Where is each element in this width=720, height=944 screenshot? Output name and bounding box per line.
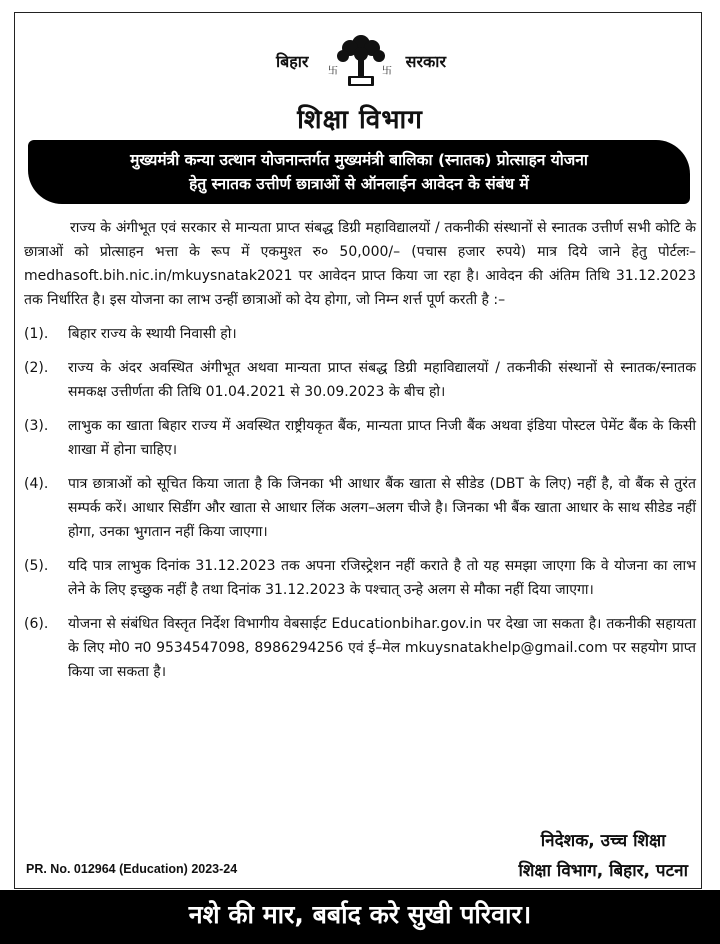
condition-text: लाभुक का खाता बिहार राज्य में अवस्थित राष्ट्रीयकृत बैंक, मान्यता प्राप्त निजी बैंक अथवा इंडिया पोस्टल पेमेंट बैंक के किसी शाखा में होना चाहिए। bbox=[68, 418, 696, 458]
emblem-text-right: सरकार bbox=[405, 52, 446, 71]
condition-number: (1). bbox=[24, 326, 49, 342]
svg-text:卐: 卐 bbox=[328, 66, 338, 77]
banner-line-1: मुख्यमंत्री कन्या उत्थान योजनान्तर्गत मुख्यमंत्री बालिका (स्नातक) प्रोत्साहन योजना bbox=[130, 151, 588, 169]
department-title: शिक्षा विभाग bbox=[297, 105, 423, 135]
condition-item bbox=[24, 472, 696, 544]
condition-number: (6). bbox=[24, 616, 49, 632]
bodhi-tree-icon bbox=[324, 30, 398, 92]
pr-number: PR. No. 012964 (Education) 2023-24 bbox=[26, 862, 238, 876]
condition-text: राज्य के अंदर अवस्थित अंगीभूत अथवा मान्यता प्राप्त संबद्ध डिग्री महाविद्यालयों / तकनीकी संस्थानों से स्नातक/स्नातक समकक्ष उत्तीर्णता की तिथि 01.04.2021 से 30.09.2023 के बीच हो। bbox=[68, 360, 696, 400]
signature-designation: निदेशक, उच्च शिक्षा bbox=[540, 831, 666, 851]
condition-item bbox=[24, 612, 696, 684]
condition-text: बिहार राज्य के स्थायी निवासी हो। bbox=[68, 326, 237, 342]
condition-item bbox=[24, 356, 696, 404]
notice-subject-banner bbox=[28, 140, 690, 204]
condition-number: (4). bbox=[24, 476, 49, 492]
intro-paragraph: राज्य के अंगीभूत एवं सरकार से मान्यता प्राप्त संबद्ध डिग्री महाविद्यालयों / तकनीकी संस्थानों से स्नातक उत्तीर्ण सभी कोटि के छात्राओं को प्रोत्साहन भत्ता के रूप में एकमुश्त रु० 50,000/– (पचास हजार रुपये) मात्र दिये जाने हेतु पोर्टलः– medhasoft.bih.nic.in/mkuysnatak2021 पर आवेदन प्राप्त किया जा रहा है। आवेदन की अंतिम तिथि 31.12.2023 तक निर्धारित है। इस योजना का लाभ उन्हीं छात्राओं को देय होगा, जो निम्न शर्त्त पूर्ण करती है :– bbox=[24, 220, 696, 308]
condition-text: यदि पात्र लाभुक दिनांक 31.12.2023 तक अपना रजिस्ट्रेशन नहीं कराते है तो यह समझा जाएगा कि वे योजना का लाभ लेने के लिए इच्छुक नहीं है तथा दिनांक 31.12.2023 के पश्चात् उन्हे अलग से मौका नहीं दिया जाएगा। bbox=[68, 558, 696, 598]
condition-item bbox=[24, 414, 696, 462]
signature-office: शिक्षा विभाग, बिहार, पटना bbox=[518, 861, 688, 881]
banner-line-2: हेतु स्नातक उत्तीर्ण छात्राओं से ऑनलाईन आवेदन के संबंध में bbox=[189, 175, 529, 193]
condition-item bbox=[24, 322, 696, 346]
condition-text: योजना से संबंधित विस्तृत निर्देश विभागीय वेबसाईट Educationbihar.gov.in पर देखा जा सकता है। तकनीकी सहायता के लिए मो0 न0 9534547098, 8986294256 एवं ई–मेल mkuysnatakhelp@gmail.com पर सहयोग प्राप्त किया जा सकता है। bbox=[68, 616, 696, 680]
condition-number: (3). bbox=[24, 418, 49, 434]
bihar-emblem bbox=[276, 30, 446, 92]
notice-body bbox=[24, 216, 696, 684]
condition-number: (2). bbox=[24, 360, 49, 376]
slogan-banner: नशे की मार, बर्बाद करे सुखी परिवार। bbox=[0, 890, 720, 944]
condition-text: पात्र छात्राओं को सूचित किया जाता है कि जिनका भी आधार बैंक खाता से सीडेड (DBT के लिए) नहीं है, वो बैंक से तुरंत सम्पर्क करें। आधार सिडींग और खाता से आधार लिंक अलग–अलग चीजे है। जिनका भी बैंक खाता आधार के साथ सीडेड नहीं होगा, उनका भुगतान नहीं किया जाएगा। bbox=[68, 476, 696, 540]
emblem-text-left: बिहार bbox=[276, 52, 309, 71]
signature-block bbox=[518, 826, 688, 886]
condition-item bbox=[24, 554, 696, 602]
condition-number: (5). bbox=[24, 558, 49, 574]
svg-text:卐: 卐 bbox=[382, 66, 392, 77]
